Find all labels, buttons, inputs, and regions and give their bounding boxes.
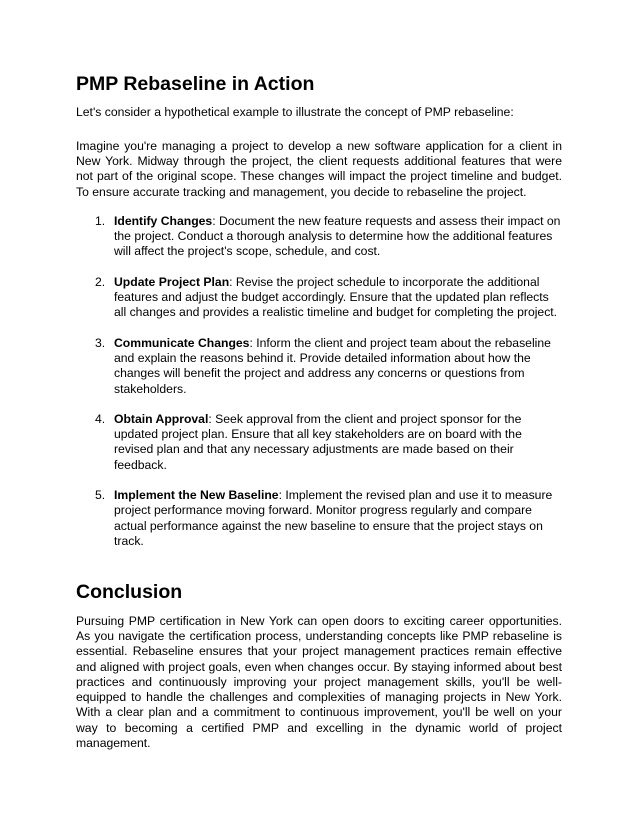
list-item-number: 3.: [95, 335, 106, 350]
list-item: [76, 488, 562, 549]
section-title-rebaseline: PMP Rebaseline in Action: [76, 73, 315, 95]
list-item-term: Communicate Changes: [114, 335, 250, 350]
conclusion-paragraph: Pursuing PMP certification in New York can open doors to exciting career opportunities. As you navigate the certification process, understanding concepts like PMP rebaseline is essential. Rebaseline ensures that your project management practices remain effective and aligned with project goals, even when changes occur. By staying informed about best practices and continuously improving your project management skills, you'll be well-equipped to handle the challenges and complexities of managing projects in New York. With a clear plan and a commitment to continuous improvement, you'll be well on your way to becoming a certified PMP and excelling in the dynamic world of project management.: [76, 613, 562, 750]
list-item-text: : Revise the project schedule to incorporate the additional features and adjust the budget accordingly. Ensure that the updated plan reflects all changes and provides a realistic timeline and budget for completing the project.: [114, 274, 558, 320]
list-item-text: : Inform the client and project team about the rebaseline and explain the reasons behind it. Provide detailed information about how the changes will benefit the project and address any concerns or questions from stakeholders.: [114, 335, 551, 396]
list-item: [76, 214, 562, 260]
list-item-text: : Implement the revised plan and use it to measure project performance moving forward. Monitor progress regularly and compare actual performance against the new baseline to ensure that the project stays on track.: [114, 488, 553, 548]
list-item-number: 1.: [95, 213, 106, 228]
list-item-number: 2.: [95, 274, 106, 289]
list-item: [76, 336, 562, 397]
list-item-term: Identify Changes: [114, 213, 213, 228]
scenario-paragraph: Imagine you're managing a project to develop a new software application for a client in New York. Midway through the project, the client requests additional features that were not part of the original scope. These changes will impact the project timeline and budget. To ensure accurate tracking and management, you decide to rebaseline the project.: [76, 138, 562, 199]
list-item-term: Implement the New Baseline: [114, 488, 279, 503]
list-item-term: Update Project Plan: [114, 274, 230, 289]
list-item: [76, 275, 562, 321]
rebaseline-steps-list: [76, 214, 562, 549]
list-item-term: Obtain Approval: [114, 411, 209, 426]
list-item-text: : Document the new feature requests and assess their impact on the project. Conduct a thorough analysis to determine how the additional features will affect the project's scope, schedule, and cost.: [114, 213, 561, 259]
document-page: [76, 73, 562, 765]
list-item-number: 4.: [95, 411, 106, 426]
list-item: [76, 412, 562, 473]
intro-paragraph: Let's consider a hypothetical example to illustrate the concept of PMP rebaseline:: [76, 105, 514, 120]
list-item-text: : Seek approval from the client and project sponsor for the updated project plan. Ensure that all key stakeholders are on board with the revised plan and that any necessary adjustments are made based on their feedback.: [114, 411, 522, 472]
section-title-conclusion: Conclusion: [76, 581, 183, 604]
list-item-number: 5.: [95, 488, 106, 503]
